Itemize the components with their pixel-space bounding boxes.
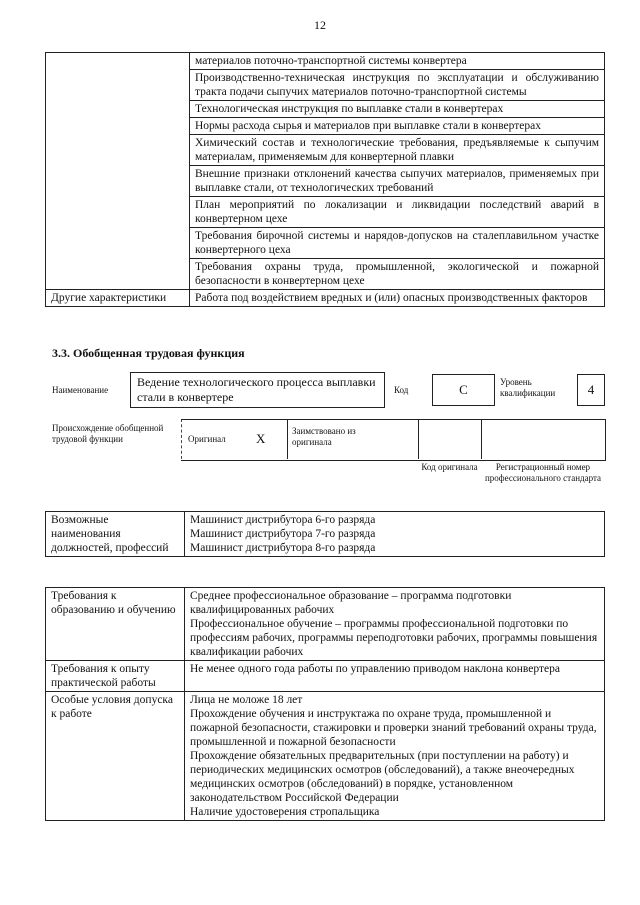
divider — [287, 419, 288, 459]
name-label: Наименование — [52, 385, 109, 395]
requirement-item: Среднее профессиональное образование – программа подготовки квалифицированных рабочих — [190, 590, 512, 616]
table-row — [46, 290, 605, 307]
origin-label: Происхождение обобщенной трудовой функции — [52, 423, 164, 444]
requirement-label: Требования к опыту практической работы — [46, 661, 185, 692]
requirements-table — [45, 587, 605, 821]
requirement-label: Требования к образованию и обучению — [46, 588, 185, 661]
position-item: Машинист дистрибутора 8-го разряда — [190, 542, 376, 554]
original-label: Оригинал — [188, 434, 226, 444]
position-item: Машинист дистрибутора 7-го разряда — [190, 528, 376, 540]
table-row — [46, 53, 605, 70]
requirement-row — [46, 692, 605, 821]
code-value: С — [432, 374, 495, 406]
page-number: 12 — [314, 18, 326, 32]
row-label: Другие характеристики — [46, 290, 190, 307]
requirement-item: Прохождение обязательных предварительных (при поступлении на работу) и периодических медицинских осмотров (обследований), а также внеочередных медицинских осмотров (обследований) в порядке, установленном законодательством Российской Федерации — [190, 750, 575, 804]
requirement-item: Наличие удостоверения стропальщика — [190, 806, 380, 818]
positions-table — [45, 511, 605, 557]
level-label: Уровень квалификации — [500, 377, 556, 398]
original-mark: Х — [256, 431, 266, 446]
origin-frame — [181, 419, 606, 461]
requirement-content — [185, 661, 605, 692]
position-item: Машинист дистрибутора 6-го разряда — [190, 514, 376, 526]
row-label — [46, 53, 190, 290]
requirement-item: Профессиональное обучение – программы профессиональной подготовки по профессиям рабочих, программы переподготовки рабочих, программы повышения квалификации рабочих — [190, 618, 598, 658]
code-label: Код — [394, 385, 409, 395]
requirement-content — [185, 588, 605, 661]
requirement-content — [185, 692, 605, 821]
row-text: Нормы расхода сырья и материалов при выплавке стали в конвертерах — [190, 118, 605, 135]
divider — [418, 419, 419, 459]
positions-label: Возможные наименования должностей, профессий — [46, 512, 185, 557]
row-text: материалов поточно-транспортной системы конвертера — [190, 53, 605, 70]
divider — [481, 419, 482, 459]
row-text: Технологическая инструкция по выплавке стали в конвертерах — [190, 101, 605, 118]
requirement-item: Лица не моложе 18 лет — [190, 694, 303, 706]
characteristics-table — [45, 52, 605, 307]
name-box — [130, 372, 385, 408]
level-value: 4 — [577, 374, 605, 406]
row-text: Работа под воздействием вредных и (или) опасных производственных факторов — [190, 290, 605, 307]
requirement-row — [46, 588, 605, 661]
requirement-item: Прохождение обучения и инструктажа по охране труда, промышленной и пожарной безопасности, стажировки и проверки знаний требований охраны труда, промышленной и пожарной безопасности — [190, 708, 597, 748]
borrowed-label: Заимствовано из оригинала — [292, 426, 356, 447]
reg-number-label: Регистрационный номер профессионального стандарта — [484, 462, 602, 483]
requirement-row — [46, 661, 605, 692]
row-text: Требования бирочной системы и нарядов-допусков на сталеплавильном участке конвертерного цеха — [190, 228, 605, 259]
row-text: Внешние признаки отклонений качества сыпучих материалов, применяемых при выплавке стали, от технологических требований — [190, 166, 605, 197]
row-text: Химический состав и технологические требования, предъявляемые к сыпучим материалам, применяемым для конвертерной плавки — [190, 135, 605, 166]
row-text: План мероприятий по локализации и ликвидации последствий аварий в конвертерном цехе — [190, 197, 605, 228]
row-text: Производственно-техническая инструкция по эксплуатации и обслуживанию тракта подачи сыпучих материалов поточно-транспортной системы — [190, 70, 605, 101]
name-value: Ведение технологического процесса выплавки стали в конвертере — [137, 375, 376, 404]
code-original-label: Код оригинала — [421, 462, 478, 472]
row-text: Требования охраны труда, промышленной, экологической и пожарной безопасности в конвертерном цехе — [190, 259, 605, 290]
requirement-item: Не менее одного года работы по управлению приводом наклона конвертера — [190, 663, 560, 675]
section-title: 3.3. Обобщенная трудовая функция — [52, 346, 245, 360]
positions-list — [185, 512, 605, 557]
requirement-label: Особые условия допуска к работе — [46, 692, 185, 821]
